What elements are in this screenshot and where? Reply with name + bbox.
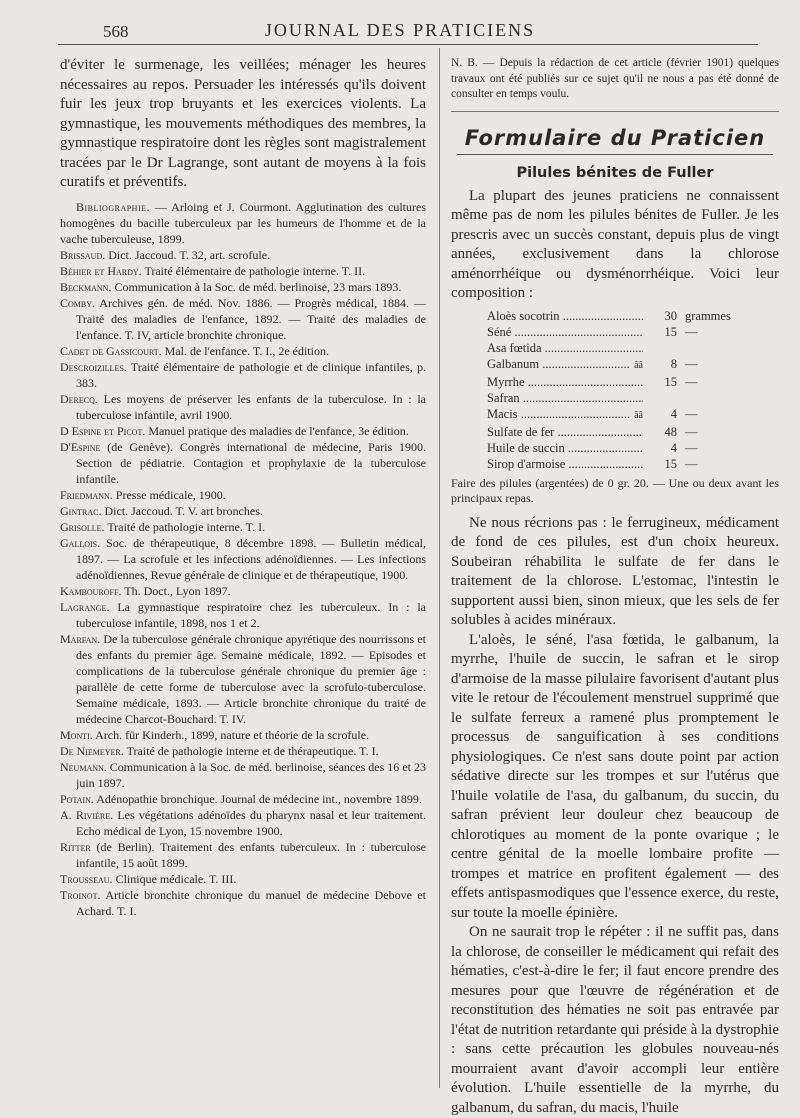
bibliography-entry [60, 807, 426, 839]
bibliography-text: Traité élémentaire de pathologie interne. T. II. [141, 263, 366, 278]
bibliography-author: Trousseau. [60, 871, 113, 886]
bibliography-text: (de Berlin). Traitement des enfants tuberculeux. In : tuberculose infantile, 15 août 1899. [76, 839, 426, 870]
recipe-row [487, 424, 737, 440]
bibliography-text: Traité élémentaire de pathologie et de clinique infantiles, p. 383. [76, 359, 426, 390]
ingredient-quantity: 8 [670, 356, 677, 371]
bibliography-text: De la tuberculose générale chronique apyrétique des nourrissons et des enfants du premier âge. Semaine médicale, 1892. — Episodes et complications de la tuberculose générale chronique du premier âge : parallèle de cette forme de tuberculose avec la scrofulo-tuberculose. Semaine médicale, 1893. — Article bronchite chronique du traité de médecine Charcot-Bouchard. T. IV. [76, 631, 426, 726]
bibliography-author: Cadet de Gassicourt. [60, 343, 162, 358]
bibliography-author: Gallois. [60, 535, 101, 550]
bibliography-entry [60, 743, 426, 759]
bibliography-author: Friedmann. [60, 487, 113, 502]
ingredient-unit: grammes [685, 308, 731, 323]
bibliography-author: Monti. [60, 727, 93, 742]
bibliography-entry [60, 759, 426, 791]
paragraph-intro: La plupart des jeunes praticiens ne connaissent même pas de nom les pilules bénites de Fuller. Je les prescris avec un succès constant, depuis plus de vingt années, exclusivement dans la chlorose aménorrhéique ou dysménorrhéique. Voici leur composition : [451, 187, 779, 301]
bibliography-text: Traité de pathologie interne. T. I. [104, 519, 266, 534]
bibliography-entry [60, 519, 426, 535]
bibliography-text: Dict. Jaccoud. T. V. art bronches. [101, 503, 263, 518]
page-header [0, 0, 800, 46]
bibliography-text: (de Genève). Congrès international de médecine, Paris 1900. Section de pédiatrie. Contagion et prophylaxie de la tuberculose infantile. [76, 439, 426, 486]
bibliography-text: Les moyens de préserver les enfants de la tuberculose. In : la tuberculose infantile, avril 1900. [76, 391, 426, 422]
ingredient-name: Asa fœtida ..... [487, 340, 643, 356]
bibliography-text: Manuel pratique des maladies de l'enfance, 3e édition. [145, 423, 409, 438]
right-column [451, 56, 779, 1118]
bibliography-author: Lagrange. [60, 599, 110, 614]
author-note: N. B. — Depuis la rédaction de cet article (février 1901) quelques travaux ont été publiés sur ce sujet qu'il ne nous a pas été donné de consulter en temps voulu. [451, 57, 779, 100]
left-column [60, 56, 426, 919]
recipe-row [487, 374, 737, 390]
bibliography-text: Arch. für Kinderh., 1899, nature et théorie de la scrofule. [92, 727, 370, 742]
bibliography-text: Presse médicale, 1900. [112, 487, 226, 502]
recipe-row [487, 324, 737, 340]
ingredient-name: Safran ..... [487, 390, 643, 406]
ingredient-name: Galbanum ..... [487, 356, 630, 372]
ingredient-name: Huile de succin ..... [487, 440, 643, 456]
ingredient-brace-label: ââ [634, 409, 643, 421]
page-number: 568 [103, 22, 129, 41]
bibliography-author: D Espine et Picot. [60, 423, 146, 438]
ingredient-unit: — [685, 440, 698, 455]
bibliography-entry [60, 887, 426, 919]
bibliography-entry [60, 279, 426, 295]
recipe-row [487, 440, 737, 456]
section-title: Formulaire du Praticien [464, 125, 766, 150]
ingredient-name: Macis ..... [487, 406, 630, 422]
recipe-row [487, 406, 737, 424]
bibliography-author: Neumann. [60, 759, 107, 774]
bibliography-author: Marfan. [60, 631, 101, 646]
bibliography-entry [60, 535, 426, 583]
bibliography-heading [60, 199, 426, 247]
bibliography-text: Soc. de thérapeutique, 8 décembre 1898. — Bulletin médical, 1897. — La scrofule et les infections adénoïdiennes. — Les infections adénoïdiennes, Revue générale de clinique et de thérapeutique, 1900. [76, 535, 426, 582]
bibliography-author: Comby. [60, 295, 96, 310]
note-rule [451, 111, 779, 112]
ingredient-quantity: 15 [664, 374, 677, 389]
bibliography-text: Dict. Jaccoud. T. 32, art. scrofule. [105, 247, 271, 262]
ingredient-quantity: 48 [664, 424, 677, 439]
bibliography-text: Clinique médicale. T. III. [112, 871, 237, 886]
bibliography-text: Communication à la Soc. de méd. berlinoise, 23 mars 1893. [111, 279, 402, 294]
ingredient-quantity: 15 [664, 324, 677, 339]
column-divider [439, 48, 440, 1088]
bibliography-entry [60, 791, 426, 807]
bibliography-first-entry: — Arloing et J. Courmont. Agglutination des cultures homogènes du bacille tuberculeux par les humeurs de l'homme et de la vache tuberculeuse, 1899. [60, 199, 426, 246]
ingredient-name: Sirop d'armoise ..... [487, 456, 643, 472]
bibliography-entry [60, 631, 426, 727]
bibliography-text: Adénopathie bronchique. Journal de médecine int., novembre 1899. [93, 791, 422, 806]
bibliography-label: Bibliographie. [76, 199, 150, 214]
ingredient-quantity: 30 [664, 308, 677, 323]
ingredient-unit: — [685, 456, 698, 471]
recipe-caption: Faire des pilules (argentées) de 0 gr. 20. — Une ou deux avant les principaux repas. [451, 475, 779, 505]
bibliography-author: Brissaud. [60, 247, 106, 262]
bibliography-entry [60, 295, 426, 343]
paragraph-aloes: L'aloès, le séné, l'asa fœtida, le galbanum, la myrrhe, l'huile de succin, le safran et le sirop d'armoise de la masse pilulaire favorisent d'autant plus vite le retour de l'écoulement menstruel supprimé que le sulfate ferreux a ramené plus promptement le processus de sanguification à ses conditions physiologiques. Ce n'est sans doute point par action sédative directe sur les trompes et sur l'utérus que l'huile volatile de l'asa, du galbanum, du succin, du safran prévient leur douleur chez beaucoup de chlorotiques au moment de la ponte ovarique ; le centre génital de la moelle lombaire profite — trompes et matrice en profitent également — des effets antispasmodiques que l'essence exerce, du reste, sur toute la moelle épinière. [451, 631, 779, 921]
bibliography-list [60, 247, 426, 919]
bibliography-entry [60, 487, 426, 503]
recipe-row [487, 456, 737, 472]
bibliography-text: Archives gén. de méd. Nov. 1886. — Progrès médical, 1884. — Traité des maladies de l'enfance, 1892. — Traité des maladies de l'enfance. T. IV, article bronchite chronique. [76, 295, 426, 342]
ingredient-quantity: 4 [670, 440, 677, 455]
header-rule [58, 44, 758, 45]
ingredient-unit: — [685, 424, 698, 439]
bibliography-author: Potain. [60, 791, 94, 806]
ingredient-quantity: 15 [664, 456, 677, 471]
bibliography-entry [60, 391, 426, 423]
bibliography-author: Gintrac. [60, 503, 102, 518]
bibliography-entry [60, 583, 426, 599]
bibliography-entry [60, 263, 426, 279]
bibliography-text: Th. Doct., Lyon 1897. [121, 583, 231, 598]
ingredient-quantity: 4 [670, 406, 677, 421]
ingredient-unit: — [685, 374, 698, 389]
ingredient-unit: — [685, 406, 698, 421]
recipe-row [487, 340, 737, 356]
bibliography-author: Grisolle. [60, 519, 105, 534]
bibliography-entry [60, 439, 426, 487]
paragraph-chlorosis: On ne saurait trop le répéter : il ne suffit pas, dans la chlorose, de conseiller le médicament qui refait des hématies, c'est-à-dire le fer; il faut encore prendre des mesures pour que l'œuvre de régénération et de reconstitution des hématies ne soit pas entravée par l'état de nutrition retardante qui préside à la dystrophie : sans cette précaution les globules nouveau-nés mourraient avant d'avoir accompli leur entière évolution. L'huile essentielle de la myrrhe, du galbanum, du safran, du macis, l'huile [451, 924, 779, 1116]
bibliography-author: De Niemeyer. [60, 743, 124, 758]
bibliography-entry [60, 247, 426, 263]
bibliography-author: Beckmann. [60, 279, 112, 294]
bibliography-author: Troinot. [60, 887, 101, 902]
recipe-row [487, 308, 737, 324]
bibliography-entry [60, 871, 426, 887]
bibliography-author: Ritter [60, 839, 91, 854]
ingredient-brace-label: ââ [634, 359, 643, 371]
paragraph-iron: Ne nous récrions pas : le ferrugineux, médicament de fond de ces pilules, est d'un choix heureux. Soubeiran réhabilita le sulfate de fer dans le traitement de la chlorose. L'estomac, l'intestin le supportent aussi bien, sinon mieux, que les sels de fer solubles à acides minéraux. [451, 514, 779, 628]
bibliography-author: A. Rivière. [60, 807, 114, 822]
bibliography-entry [60, 727, 426, 743]
bibliography-entry [60, 359, 426, 391]
bibliography [60, 199, 426, 919]
ingredient-name: Myrrhe ..... [487, 374, 643, 390]
article-subtitle: Pilules bénites de Fuller [516, 164, 714, 181]
bibliography-author: Kambouroff. [60, 583, 122, 598]
section-rule [457, 154, 773, 155]
bibliography-entry [60, 599, 426, 631]
ingredient-unit: — [685, 324, 698, 339]
recipe-row [487, 390, 737, 406]
bibliography-author: Béhier et Hardy. [60, 263, 142, 278]
intro-paragraph: d'éviter le surmenage, les veillées; ménager les heures nécessaires au repos. Persuader les intéressés qu'ils doivent fuir les jeux trop bruyants et les exercices violents. La gymnastique, les mouvements méthodiques des membres, la gymnastique respiratoire dont les règles sont magistralement tracées par le Dr Lagrange, sont autant de moyens à la fois curatifs et préventifs. [60, 57, 426, 190]
recipe-row [487, 356, 737, 374]
bibliography-author: Derecq. [60, 391, 98, 406]
bibliography-entry [60, 839, 426, 871]
bibliography-entry [60, 503, 426, 519]
ingredient-name: Sulfate de fer ..... [487, 424, 643, 440]
bibliography-text: La gymnastique respiratoire chez les tuberculeux. In : la tuberculose infantile, 1898, nos 1 et 2. [76, 599, 426, 630]
bibliography-author: D'Espine [60, 439, 101, 454]
bibliography-author: Descroizilles. [60, 359, 127, 374]
bibliography-text: Les végétations adénoïdes du pharynx nasal et leur traitement. Echo médical de Lyon, 15 novembre 1900. [76, 807, 426, 838]
bibliography-text: Mal. de l'enfance. T. I., 2e édition. [161, 343, 329, 358]
bibliography-entry [60, 343, 426, 359]
bibliography-text: Traité de pathologie interne et de thérapeutique. T. I. [123, 743, 379, 758]
ingredient-unit: — [685, 356, 698, 371]
bibliography-text: Communication à la Soc. de méd. berlinoise, séances des 16 et 23 juin 1897. [76, 759, 426, 790]
recipe-table [487, 308, 737, 472]
ingredient-name: Aloès socotrin ..... [487, 308, 643, 324]
ingredient-name: Séné ..... [487, 324, 643, 340]
journal-title: JOURNAL DES PRATICIENS [264, 20, 536, 40]
bibliography-text: Article bronchite chronique du manuel de médecine Debove et Achard. T. I. [76, 887, 426, 918]
bibliography-entry [60, 423, 426, 439]
